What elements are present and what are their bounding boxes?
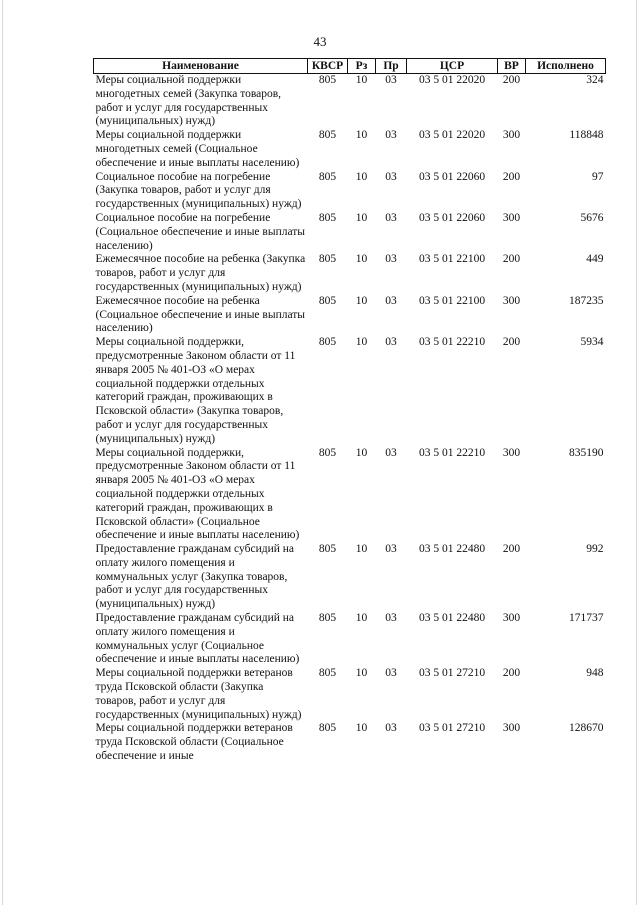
cell-kvsr: 805 <box>318 612 337 625</box>
cell-kvsr: 805 <box>318 543 337 556</box>
cell-name: Ежемесячное пособие на ребенка (Социальное обеспечение и иные выплаты населению) <box>95 294 306 335</box>
cell-rz: 10 <box>355 170 368 183</box>
cell-rz: 10 <box>355 446 368 459</box>
cell-pr: 03 <box>385 612 397 625</box>
cell-name: Социальное пособие на погребение (Закупка товаров, работ и услуг для государственных (муниципальных) нужд) <box>95 170 302 211</box>
cell-name: Ежемесячное пособие на ребенка (Закупка товаров, работ и услуг для государственных (муниципальных) нужд) <box>95 253 306 293</box>
cell-rz: 10 <box>355 253 368 266</box>
cell-pr: 03 <box>385 211 397 224</box>
cell-name: Меры социальной поддержки многодетных семей (Социальное обеспечение и иные выплаты населению) <box>95 129 300 169</box>
cell-value: 187235 <box>569 294 604 307</box>
table-header-row <box>94 59 606 74</box>
cell-value: 324 <box>586 74 604 86</box>
cell-pr: 03 <box>385 543 397 556</box>
cell-vr: 300 <box>502 722 521 735</box>
cell-csr: 03 5 01 22060 <box>418 211 486 224</box>
cell-rz: 10 <box>355 74 368 86</box>
table-row <box>94 295 606 336</box>
cell-vr: 200 <box>502 543 521 556</box>
header-vr: ВР <box>498 59 526 74</box>
cell-csr: 03 5 01 22100 <box>418 294 486 307</box>
table-row <box>94 612 606 667</box>
cell-pr: 03 <box>385 74 397 86</box>
cell-vr: 300 <box>502 129 521 142</box>
cell-name: Социальное пособие на погребение (Социальное обеспечение и иные выплаты населению) <box>95 211 306 252</box>
table-row <box>94 74 606 130</box>
cell-vr: 300 <box>502 446 521 459</box>
cell-vr: 200 <box>502 336 521 349</box>
cell-kvsr: 805 <box>318 253 337 266</box>
cell-vr: 300 <box>502 294 521 307</box>
cell-value: 5676 <box>580 211 604 224</box>
header-name: Наименование <box>94 59 308 74</box>
cell-name: Меры социальной поддержки многодетных семей (Закупка товаров, работ и услуг для государственных (муниципальных) нужд) <box>95 74 282 128</box>
cell-rz: 10 <box>355 543 368 556</box>
cell-csr: 03 5 01 22020 <box>418 74 486 86</box>
cell-rz: 10 <box>355 211 368 224</box>
cell-csr: 03 5 01 22020 <box>418 129 486 142</box>
header-csr: ЦСР <box>407 59 498 74</box>
table-row <box>94 171 606 212</box>
table-body <box>94 74 606 764</box>
cell-csr: 03 5 01 22100 <box>418 253 486 266</box>
cell-rz: 10 <box>355 336 368 349</box>
table-row <box>94 447 606 544</box>
cell-pr: 03 <box>385 722 397 735</box>
cell-value: 118848 <box>569 129 604 142</box>
cell-rz: 10 <box>355 667 368 680</box>
cell-csr: 03 5 01 22480 <box>418 543 486 556</box>
cell-pr: 03 <box>385 294 397 307</box>
table-row <box>94 722 606 763</box>
cell-kvsr: 805 <box>318 667 337 680</box>
table-row <box>94 129 606 170</box>
scan-edge-right <box>636 0 637 905</box>
cell-name: Меры социальной поддержки ветеранов труда Псковской области (Социальное обеспечение и иные <box>95 722 293 763</box>
cell-kvsr: 805 <box>318 722 337 735</box>
table-row <box>94 253 606 294</box>
header-value: Исполнено <box>526 59 606 74</box>
cell-name: Предоставление гражданам субсидий на оплату жилого помещения и коммунальных услуг (Закупка товаров, работ и услуг для государственных (муниципальных) нужд) <box>95 543 295 611</box>
cell-value: 992 <box>586 543 604 556</box>
cell-kvsr: 805 <box>318 129 337 142</box>
cell-value: 128670 <box>569 722 604 735</box>
cell-name: Меры социальной поддержки, предусмотренные Законом области от 11 января 2005 № 401-ОЗ «О мерах социальной поддержки отдельных категорий граждан, проживающих в Псковской области» (Закупка товаров, работ и услуг для государственных (муниципальных) нужд) <box>95 336 296 445</box>
cell-name: Меры социальной поддержки ветеранов труда Псковской области (Закупка товаров, работ и услуг для государственных (муниципальных) нужд) <box>95 667 302 721</box>
cell-kvsr: 805 <box>318 294 337 307</box>
cell-rz: 10 <box>355 612 368 625</box>
header-pr: Пр <box>376 59 407 74</box>
cell-pr: 03 <box>385 336 397 349</box>
scan-edge-left <box>2 0 3 905</box>
cell-value: 171737 <box>569 612 604 625</box>
cell-csr: 03 5 01 27210 <box>418 667 486 680</box>
cell-vr: 200 <box>502 253 521 266</box>
cell-name: Меры социальной поддержки, предусмотренные Законом области от 11 января 2005 № 401-ОЗ «О мерах социальной поддержки отдельных категорий граждан, проживающих в Псковской области» (Социальное обеспечение и иные выплаты населению) <box>95 446 300 542</box>
cell-pr: 03 <box>385 667 397 680</box>
cell-vr: 200 <box>502 170 521 183</box>
cell-value: 835190 <box>569 446 604 459</box>
cell-csr: 03 5 01 27210 <box>418 722 486 735</box>
cell-kvsr: 805 <box>318 211 337 224</box>
cell-value: 449 <box>586 253 604 266</box>
table-row <box>94 336 606 446</box>
table-row <box>94 212 606 253</box>
cell-csr: 03 5 01 22210 <box>418 336 486 349</box>
cell-pr: 03 <box>385 129 397 142</box>
header-rz: Рз <box>348 59 376 74</box>
cell-vr: 300 <box>502 612 521 625</box>
cell-pr: 03 <box>385 253 397 266</box>
cell-rz: 10 <box>355 722 368 735</box>
cell-vr: 200 <box>502 667 521 680</box>
cell-csr: 03 5 01 22210 <box>418 446 486 459</box>
cell-value: 97 <box>592 170 604 183</box>
table-row <box>94 543 606 612</box>
cell-value: 5934 <box>580 336 604 349</box>
cell-vr: 200 <box>502 74 521 86</box>
cell-kvsr: 805 <box>318 336 337 349</box>
budget-execution-table <box>93 58 606 764</box>
cell-kvsr: 805 <box>318 446 337 459</box>
cell-pr: 03 <box>385 170 397 183</box>
page-number: 43 <box>313 34 327 49</box>
cell-vr: 300 <box>502 211 521 224</box>
cell-rz: 10 <box>355 129 368 142</box>
cell-value: 948 <box>586 667 604 680</box>
header-kvsr: КВСР <box>308 59 348 74</box>
cell-csr: 03 5 01 22060 <box>418 170 486 183</box>
cell-name: Предоставление гражданам субсидий на оплату жилого помещения и коммунальных услуг (Социальное обеспечение и иные выплаты населению) <box>95 612 300 666</box>
cell-rz: 10 <box>355 294 368 307</box>
cell-kvsr: 805 <box>318 74 337 86</box>
table-row <box>94 667 606 722</box>
cell-pr: 03 <box>385 446 397 459</box>
cell-csr: 03 5 01 22480 <box>418 612 486 625</box>
cell-kvsr: 805 <box>318 170 337 183</box>
